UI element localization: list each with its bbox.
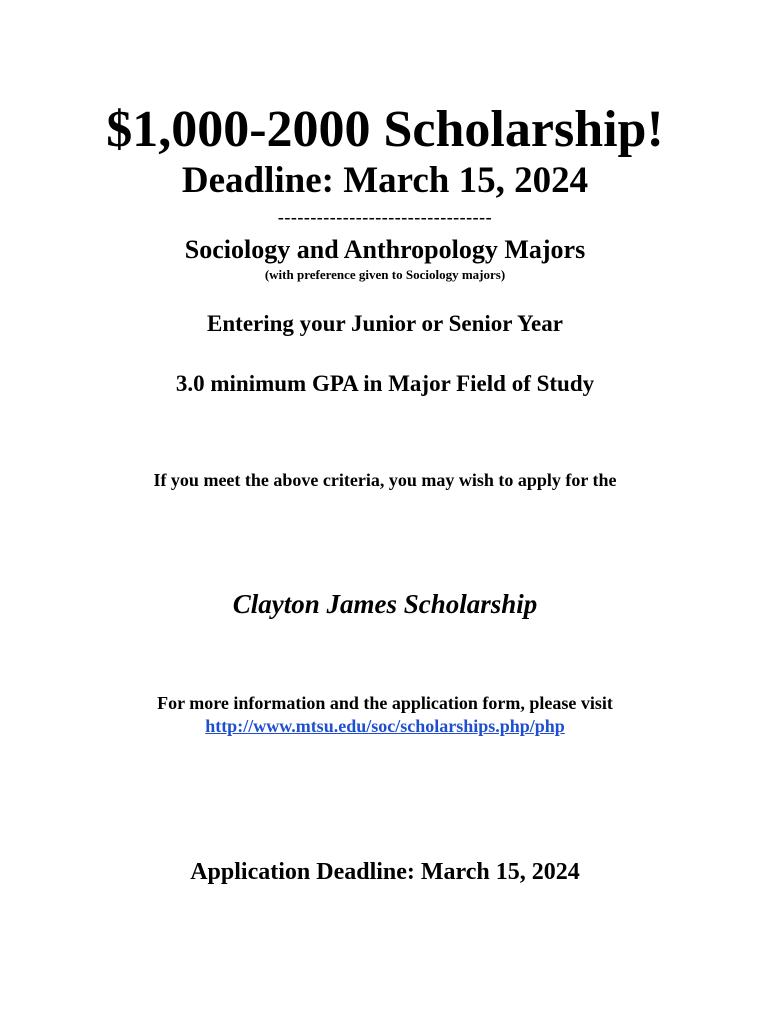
preference-note: (with preference given to Sociology majors) (264, 267, 506, 282)
criteria-text: If you meet the above criteria, you may wish to apply for the (153, 470, 617, 490)
deadline-heading: Deadline: March 15, 2024 (181, 160, 589, 201)
gpa-requirement: 3.0 minimum GPA in Major Field of Study (175, 371, 595, 396)
application-deadline: Application Deadline: March 15, 2024 (190, 859, 580, 885)
year-requirement: Entering your Junior or Senior Year (207, 311, 563, 336)
info-text: For more information and the application form, please visit (157, 693, 613, 713)
flyer-title: $1,000-2000 Scholarship! (106, 101, 664, 158)
divider: --------------------------------- (277, 207, 493, 227)
scholarship-name: Clayton James Scholarship (232, 589, 538, 619)
eligible-majors: Sociology and Anthropology Majors (184, 235, 586, 264)
scholarship-link[interactable]: http://www.mtsu.edu/soc/scholarships.php/php (205, 716, 565, 736)
